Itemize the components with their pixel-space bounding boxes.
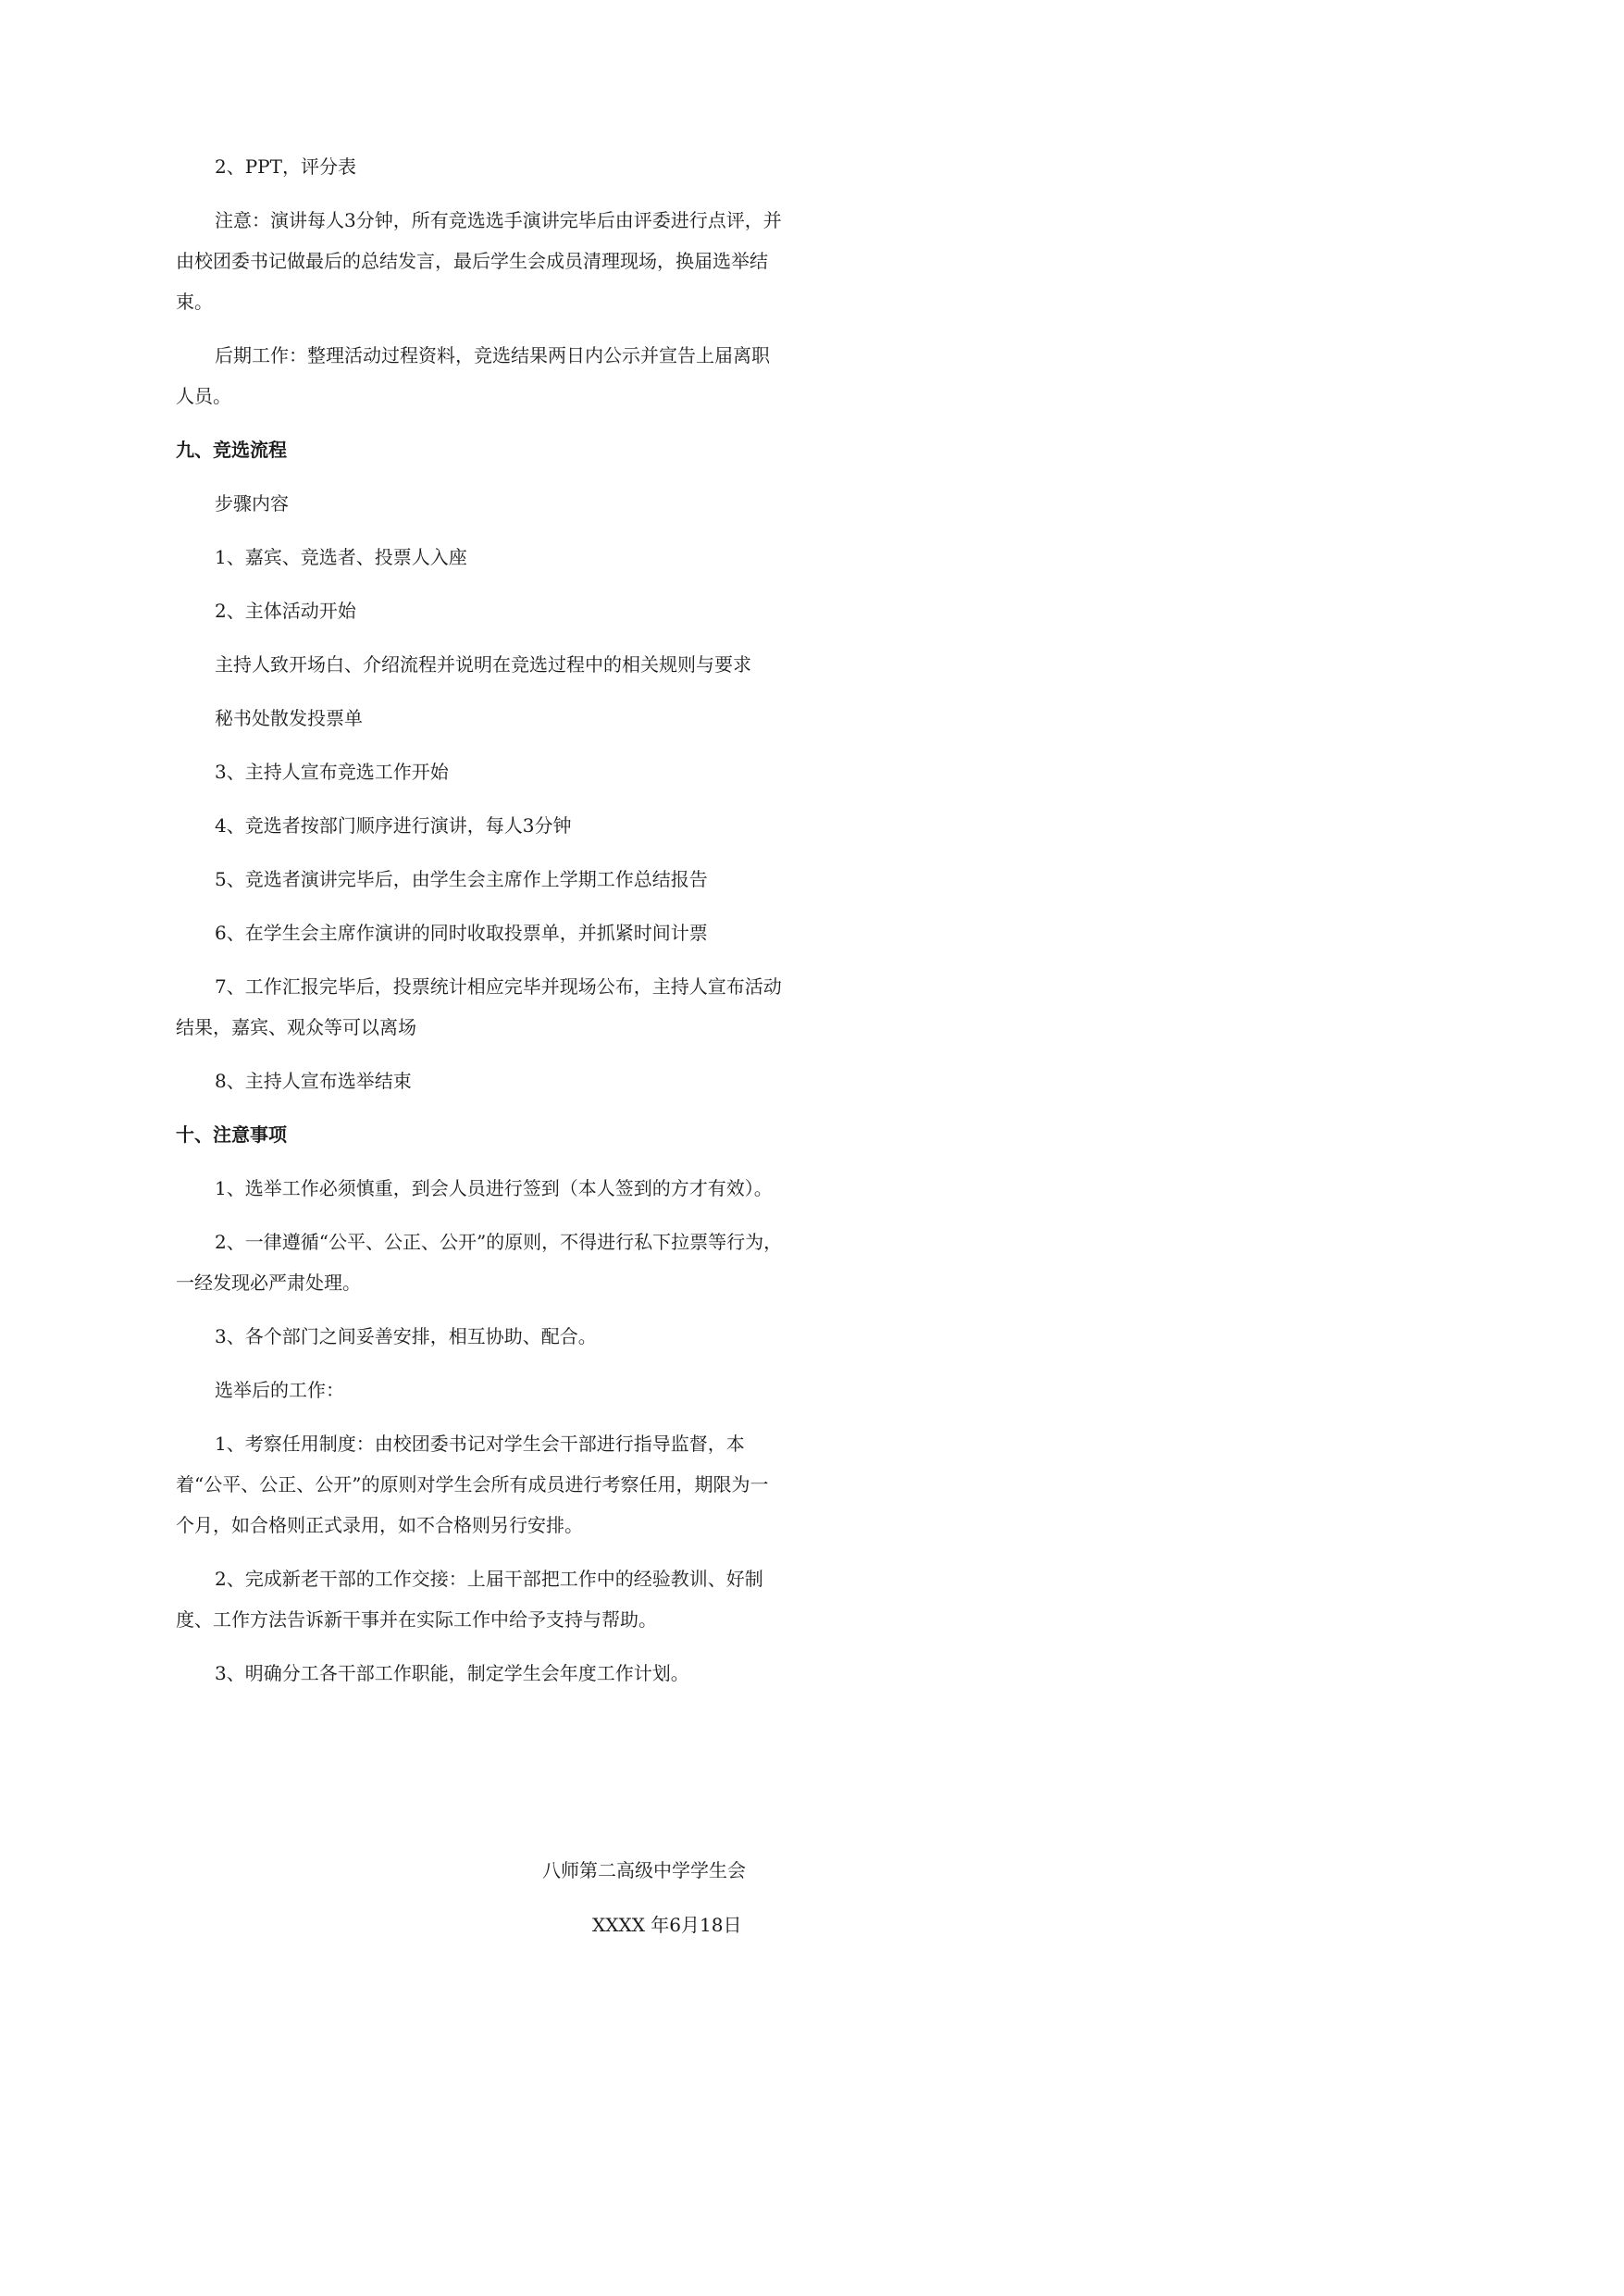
step-5: 5、竞选者演讲完毕后，由学生会主席作上学期工作总结报告 bbox=[215, 868, 708, 890]
step-3: 3、主持人宣布竞选工作开始 bbox=[215, 761, 449, 783]
post-election-2: 2、完成新老干部的工作交接：上届干部把工作中的经验教训、好制度、工作方法告诉新干事并在实际工作中给予支持与帮助。 bbox=[176, 1568, 763, 1631]
precaution-1: 1、选举工作必须慎重，到会人员进行签到（本人签到的方才有效）。 bbox=[215, 1177, 773, 1199]
step-2-detail-ballots: 秘书处散发投票单 bbox=[215, 707, 363, 729]
step-7: 7、工作汇报完毕后，投票统计相应完毕并现场公布，主持人宣布活动结果，嘉宾、观众等可以离场 bbox=[176, 975, 782, 1038]
precaution-3: 3、各个部门之间妥善安排，相互协助、配合。 bbox=[215, 1325, 597, 1347]
post-election-title: 选举后的工作： bbox=[215, 1379, 344, 1401]
signature-date: XXXX 年6月18日 bbox=[592, 1914, 742, 1936]
document-body bbox=[176, 146, 787, 1706]
post-election-1: 1、考察任用制度：由校团委书记对学生会干部进行指导监督，本着“公平、公正、公开”的原则对学生会所有成员进行考察任用，期限为一个月，如合格则正式录用，如不合格则另行安排。 bbox=[176, 1433, 769, 1536]
step-8: 8、主持人宣布选举结束 bbox=[215, 1070, 412, 1092]
section-heading-precautions: 十、注意事项 bbox=[176, 1123, 287, 1146]
step-4: 4、竞选者按部门顺序进行演讲，每人3分钟 bbox=[215, 814, 572, 837]
signature-organization: 八师第二高级中学学生会 bbox=[542, 1859, 746, 1881]
paragraph-steps-title: 步骤内容 bbox=[215, 492, 289, 515]
paragraph-follow-up: 后期工作：整理活动过程资料，竞选结果两日内公示并宣告上届离职人员。 bbox=[176, 344, 770, 407]
step-1: 1、嘉宾、竞选者、投票人入座 bbox=[215, 546, 467, 568]
paragraph-materials: 2、PPT，评分表 bbox=[215, 155, 356, 178]
section-heading-election-process: 九、竞选流程 bbox=[176, 439, 287, 461]
step-2: 2、主体活动开始 bbox=[215, 600, 356, 622]
step-2-detail-host: 主持人致开场白、介绍流程并说明在竞选过程中的相关规则与要求 bbox=[215, 653, 751, 676]
precaution-2: 2、一律遵循“公平、公正、公开”的原则，不得进行私下拉票等行为，一经发现必严肃处理。 bbox=[176, 1231, 783, 1294]
paragraph-note: 注意：演讲每人3分钟，所有竞选选手演讲完毕后由评委进行点评，并由校团委书记做最后的总结发言，最后学生会成员清理现场，换届选举结束。 bbox=[176, 209, 782, 313]
post-election-3: 3、明确分工各干部工作职能，制定学生会年度工作计划。 bbox=[215, 1662, 689, 1684]
step-6: 6、在学生会主席作演讲的同时收取投票单，并抓紧时间计票 bbox=[215, 922, 708, 944]
